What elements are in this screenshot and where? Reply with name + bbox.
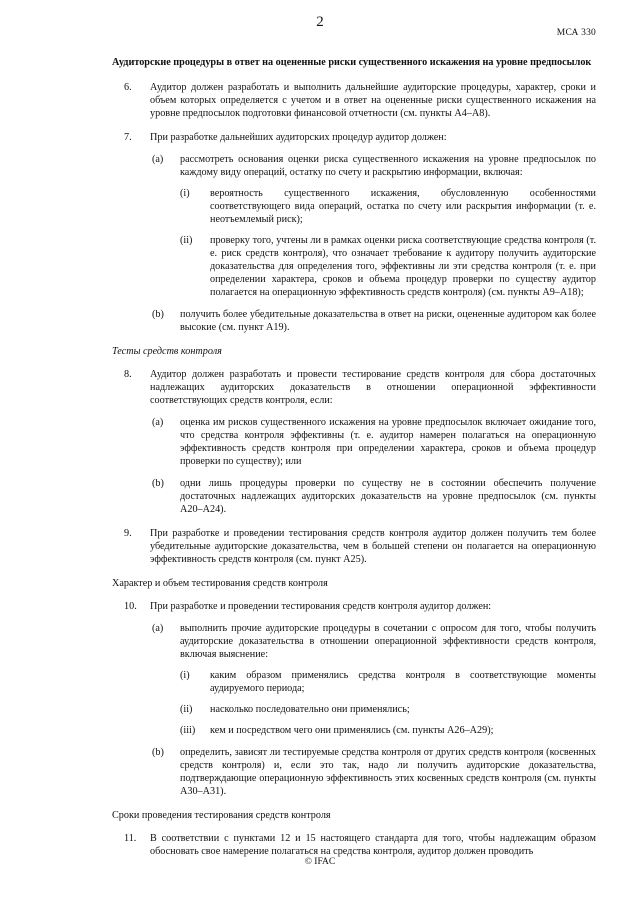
paragraph-text: При разработке дальнейших аудиторских процедур аудитор должен: [150, 132, 447, 143]
paragraph-6 [112, 81, 596, 120]
subitem-text: проверку того, учтены ли в рамках оценки риска соответствующие средства контроля (т. е. риск средств контроля), что означает требование к аудитору получить аудиторские доказательства для определения того, эффективны ли эти средства контроля (т. е. при определении характера, сроков и объема процедур проверки по существу аудитор полагается на операционную эффективность средств контроля) (см. пункты А9–А18); [210, 235, 596, 298]
subitem-8a [150, 416, 596, 468]
subitem-10a-i [180, 669, 596, 695]
subitem-10b [150, 746, 596, 798]
subitem-label: (b) [152, 309, 164, 320]
subitem-10a [150, 622, 596, 737]
subitem-label: (a) [152, 623, 164, 634]
subitem-text: получить более убедительные доказательства в ответ на риски, оцененные аудитором как более высокие (см. пункт А19). [180, 309, 596, 333]
section-heading-audit-procedures: Аудиторские процедуры в ответ на оцененные риски существенного искажения на уровне предпосылок [112, 57, 592, 68]
subitem-8b [150, 477, 596, 516]
document-body [112, 56, 596, 869]
subitem-label: (ii) [180, 235, 193, 246]
subitem-label: (b) [152, 478, 164, 489]
paragraph-7 [112, 131, 596, 334]
subitem-text: одни лишь процедуры проверки по существу не в состоянии обеспечить получение достаточных надлежащих аудиторских доказательств на уровне предпосылок (см. пункты А20–А24). [180, 478, 596, 515]
copyright-footer: © IFAC [304, 857, 336, 867]
subitem-7b [150, 308, 596, 334]
subitem-label: (b) [152, 747, 164, 758]
subitem-label: (ii) [180, 704, 193, 715]
subitem-label: (a) [152, 154, 164, 165]
subitem-label: (iii) [180, 725, 196, 736]
paragraph-text: Аудитор должен разработать и выполнить дальнейшие аудиторские процедуры, характер, сроки и объем которых определяется с учетом и в ответ на оцененные риски существенного искажения на уровне предпосылок подготовки финансовой отчетности (см. пункты А4–А8). [150, 82, 596, 119]
section-heading-nature-extent: Характер и объем тестирования средств контроля [112, 578, 328, 589]
subitem-text: кем и посредством чего они применялись (см. пункты А26–А29); [210, 725, 494, 736]
paragraph-10 [112, 600, 596, 798]
paragraph-number: 9. [124, 528, 132, 539]
subitem-7a-ii [180, 234, 596, 299]
paragraph-number: 10. [124, 601, 137, 612]
subitem-text: выполнить прочие аудиторские процедуры в сочетании с опросом для того, чтобы получить аудиторские доказательства в отношении операционной эффективности средств контроля, включая выяснение: [180, 623, 596, 660]
paragraph-8 [112, 368, 596, 516]
subitem-label: (i) [180, 670, 190, 681]
paragraph-number: 7. [124, 132, 132, 143]
paragraph-text: При разработке и проведении тестирования средств контроля аудитор должен получить тем более убедительные аудиторские доказательства, чем в большей степени он полагается на операционную эффективность средств контроля (см. пункт А25). [150, 528, 596, 565]
subitem-label: (a) [152, 417, 164, 428]
subitem-text: рассмотреть основания оценки риска существенного искажения на уровне предпосылок по каждому виду операций, остатку по счету и раскрытию информации, включая: [180, 154, 596, 178]
section-heading-tests-of-controls: Тесты средств контроля [112, 346, 222, 357]
section-heading-timing: Сроки проведения тестирования средств контроля [112, 810, 331, 821]
subitem-label: (i) [180, 188, 190, 199]
subitem-text: определить, зависят ли тестируемые средства контроля от других средств контроля (косвенных средств контроля) и, если это так, надо ли получить аудиторские доказательства, подтверждающие операционную эффективность этих косвенных средств контроля (см. пункты А30–А31). [180, 747, 596, 797]
subitem-text: оценка им рисков существенного искажения на уровне предпосылок включает ожидание того, что средства контроля эффективны (т. е. аудитор намерен полагаться на операционную эффективность средств контроля при определении характера, сроков и объема процедур проверки по существу); или [180, 417, 596, 467]
paragraph-text: При разработке и проведении тестирования средств контроля аудитор должен: [150, 601, 492, 612]
paragraph-9 [112, 527, 596, 566]
paragraph-text: Аудитор должен разработать и провести тестирование средств контроля для сбора достаточных надлежащих аудиторских доказательств в отношении операционной эффективности соответствующих средств контроля, если: [150, 369, 596, 406]
subitem-10a-ii [180, 703, 596, 716]
subitem-7a [150, 153, 596, 299]
subitem-text: насколько последовательно они применялись; [210, 704, 410, 715]
standard-code: МСА 330 [556, 28, 596, 38]
subitem-7a-i [180, 187, 596, 226]
subitem-text: каким образом применялись средства контроля в соответствующие моменты аудируемого периода; [210, 670, 596, 694]
paragraph-number: 8. [124, 369, 132, 380]
subitem-text: вероятность существенного искажения, обусловленную особенностями соответствующего вида операций, остатка по счету или раскрытия информации (т. е. неотъемлемый риск); [210, 188, 596, 225]
paragraph-number: 6. [124, 82, 132, 93]
paragraph-number: 11. [124, 833, 137, 844]
paragraph-11 [112, 832, 596, 858]
paragraph-text: В соответствии с пунктами 12 и 15 настоящего стандарта для того, чтобы надлежащим образом обосновать свое намерение полагаться на средства контроля, аудитор должен проводить [150, 833, 596, 857]
page-number: 2 [316, 14, 324, 30]
subitem-10a-iii [180, 724, 596, 737]
